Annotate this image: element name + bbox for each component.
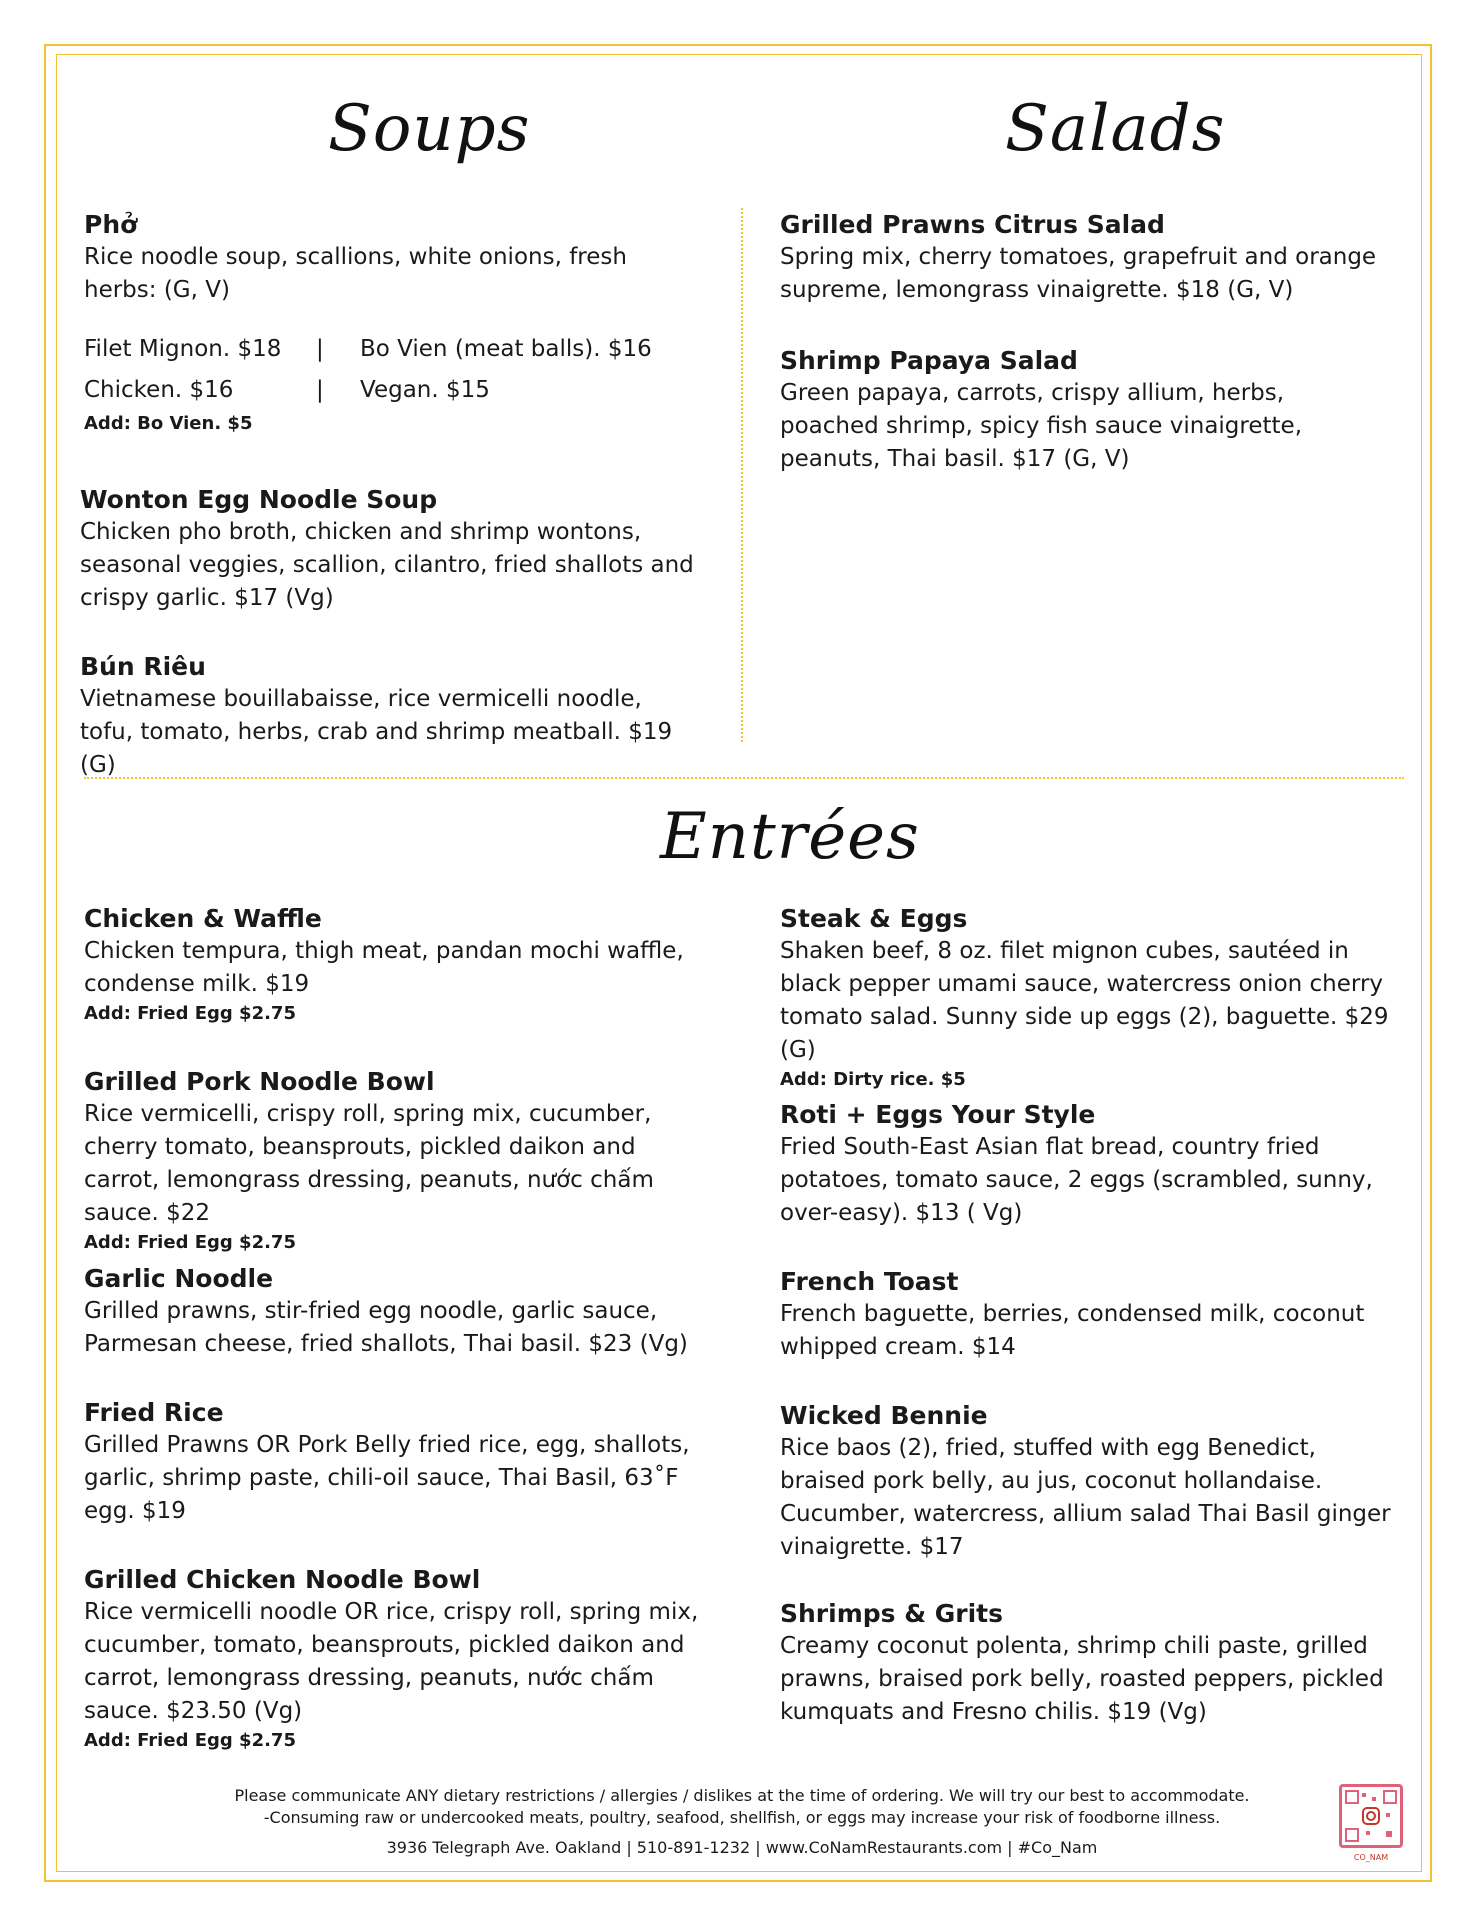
entree-fried-rice: [84, 1396, 714, 1528]
qr-label: CO_NAM: [1353, 1853, 1389, 1862]
footer-food-safety: -Consuming raw or undercooked meats, poultry, seafood, shellfish, or eggs may increase your risk of foodborne illness.: [263, 1808, 1221, 1827]
item-name: Phở: [84, 210, 138, 239]
entree-steak-eggs: [780, 902, 1400, 1093]
entree-wicked-bennie: [780, 1399, 1400, 1564]
option-separator: |: [316, 336, 324, 362]
option-vegan: Vegan. $15: [360, 377, 490, 403]
option-bo-vien: Bo Vien (meat balls). $16: [360, 336, 652, 362]
entree-roti: [780, 1098, 1400, 1230]
entree-french-toast: [780, 1265, 1400, 1364]
item-desc: Fried South-East Asian flat bread, country fried potatoes, tomato sauce, 2 eggs (scrambled, sunny, over-easy). $13 ( Vg): [780, 1134, 1373, 1226]
item-desc: French baguette, berries, condensed milk, coconut whipped cream. $14: [780, 1301, 1365, 1360]
option-filet: Filet Mignon. $18: [84, 336, 282, 362]
entree-chicken-waffle: [84, 902, 714, 1027]
item-desc: Shaken beef, 8 oz. filet mignon cubes, sautéed in black pepper umami sauce, watercress onion cherry tomato salad. Sunny side up eggs (2), baguette. $29 (G): [780, 938, 1389, 1063]
entrees-heading: Entrées: [660, 800, 920, 874]
item-add: Add: Bo Vien. $5: [84, 413, 253, 434]
soups-column: [84, 208, 704, 437]
item-desc: Creamy coconut polenta, shrimp chili paste, grilled prawns, braised pork belly, roasted peppers, pickled kumquats and Fresno chilis. $19 (Vg): [780, 1633, 1384, 1725]
item-desc: Rice baos (2), fried, stuffed with egg Benedict, braised pork belly, au jus, coconut hollandaise. Cucumber, watercress, allium salad Thai Basil ginger vinaigrette. $17: [780, 1435, 1391, 1560]
vertical-divider: [741, 208, 743, 742]
pho-options: [84, 329, 704, 411]
pho-option-row: [84, 329, 704, 370]
menu-item-bun-rieu: [80, 650, 700, 782]
item-name: Wonton Egg Noodle Soup: [80, 485, 438, 514]
qr-code[interactable]: [1339, 1784, 1403, 1848]
item-desc: Rice vermicelli, crispy roll, spring mix, cucumber, cherry tomato, beansprouts, pickled daikon and carrot, lemongrass dressing, peanuts, nước chấm sauce. $22: [84, 1101, 654, 1226]
menu-item-wonton: [80, 483, 700, 615]
item-desc: Grilled Prawns OR Pork Belly fried rice, egg, shallots, garlic, shrimp paste, chili-oil sauce, Thai Basil, 63˚F egg. $19: [84, 1432, 690, 1524]
item-desc: Rice noodle soup, scallions, white onions, fresh herbs: (G, V): [84, 244, 627, 303]
entree-garlic-noodle: [84, 1262, 714, 1361]
qr-instagram-icon: [1342, 1787, 1400, 1845]
item-name: Steak & Eggs: [780, 904, 968, 933]
item-add: Add: Fried Egg $2.75: [84, 1730, 296, 1751]
item-desc: Chicken tempura, thigh meat, pandan mochi waffle, condense milk. $19: [84, 938, 684, 997]
pho-option-row: [84, 370, 704, 411]
item-add: Add: Dirty rice. $5: [780, 1069, 966, 1090]
entree-grilled-chicken: [84, 1563, 714, 1754]
item-name: Shrimp Papaya Salad: [780, 346, 1078, 375]
item-name: French Toast: [780, 1267, 959, 1296]
item-add: Add: Fried Egg $2.75: [84, 1232, 296, 1253]
footer-dietary-note: Please communicate ANY dietary restrictions / allergies / dislikes at the time of ordering. We will try our best to accommodate.: [234, 1786, 1250, 1805]
entree-shrimps-grits: [780, 1597, 1400, 1729]
item-name: Grilled Prawns Citrus Salad: [780, 210, 1165, 239]
item-add: Add: Fried Egg $2.75: [84, 1003, 296, 1024]
item-desc: Chicken pho broth, chicken and shrimp wontons, seasonal veggies, scallion, cilantro, fried shallots and crispy garlic. $17 (Vg): [80, 519, 694, 611]
item-desc: Vietnamese bouillabaisse, rice vermicelli noodle, tofu, tomato, herbs, crab and shrimp meatball. $19 (G): [80, 686, 673, 778]
item-desc: Green papaya, carrots, crispy allium, herbs, poached shrimp, spicy fish sauce vinaigrette, peanuts, Thai basil. $17 (G, V): [780, 380, 1303, 472]
item-name: Garlic Noodle: [84, 1264, 274, 1293]
item-desc: Rice vermicelli noodle OR rice, crispy roll, spring mix, cucumber, tomato, beansprouts, pickled daikon and carrot, lemongrass dressing, peanuts, nước chấm sauce. $23.50 (Vg): [84, 1599, 699, 1724]
item-name: Fried Rice: [84, 1398, 224, 1427]
item-name: Wicked Bennie: [780, 1401, 988, 1430]
item-name: Shrimps & Grits: [780, 1599, 1003, 1628]
option-separator: |: [316, 377, 324, 403]
footer-contact: 3936 Telegraph Ave. Oakland | 510-891-1232 | www.CoNamRestaurants.com | #Co_Nam: [386, 1838, 1098, 1857]
item-name: Grilled Chicken Noodle Bowl: [84, 1565, 481, 1594]
menu-item-pho: [84, 208, 704, 307]
item-name: Bún Riêu: [80, 652, 206, 681]
option-chicken: Chicken. $16: [84, 377, 234, 403]
menu-item-papaya-salad: [780, 344, 1390, 476]
item-name: Roti + Eggs Your Style: [780, 1100, 1096, 1129]
soups-heading: Soups: [328, 92, 531, 166]
item-name: Grilled Pork Noodle Bowl: [84, 1067, 435, 1096]
item-desc: Spring mix, cherry tomatoes, grapefruit and orange supreme, lemongrass vinaigrette. $18 (G, V): [780, 244, 1377, 303]
entree-grilled-pork: [84, 1065, 714, 1256]
menu-item-prawns-salad: [780, 208, 1390, 307]
salads-heading: Salads: [1005, 92, 1226, 166]
item-name: Chicken & Waffle: [84, 904, 322, 933]
item-desc: Grilled prawns, stir-fried egg noodle, garlic sauce, Parmesan cheese, fried shallots, Thai basil. $23 (Vg): [84, 1298, 688, 1357]
